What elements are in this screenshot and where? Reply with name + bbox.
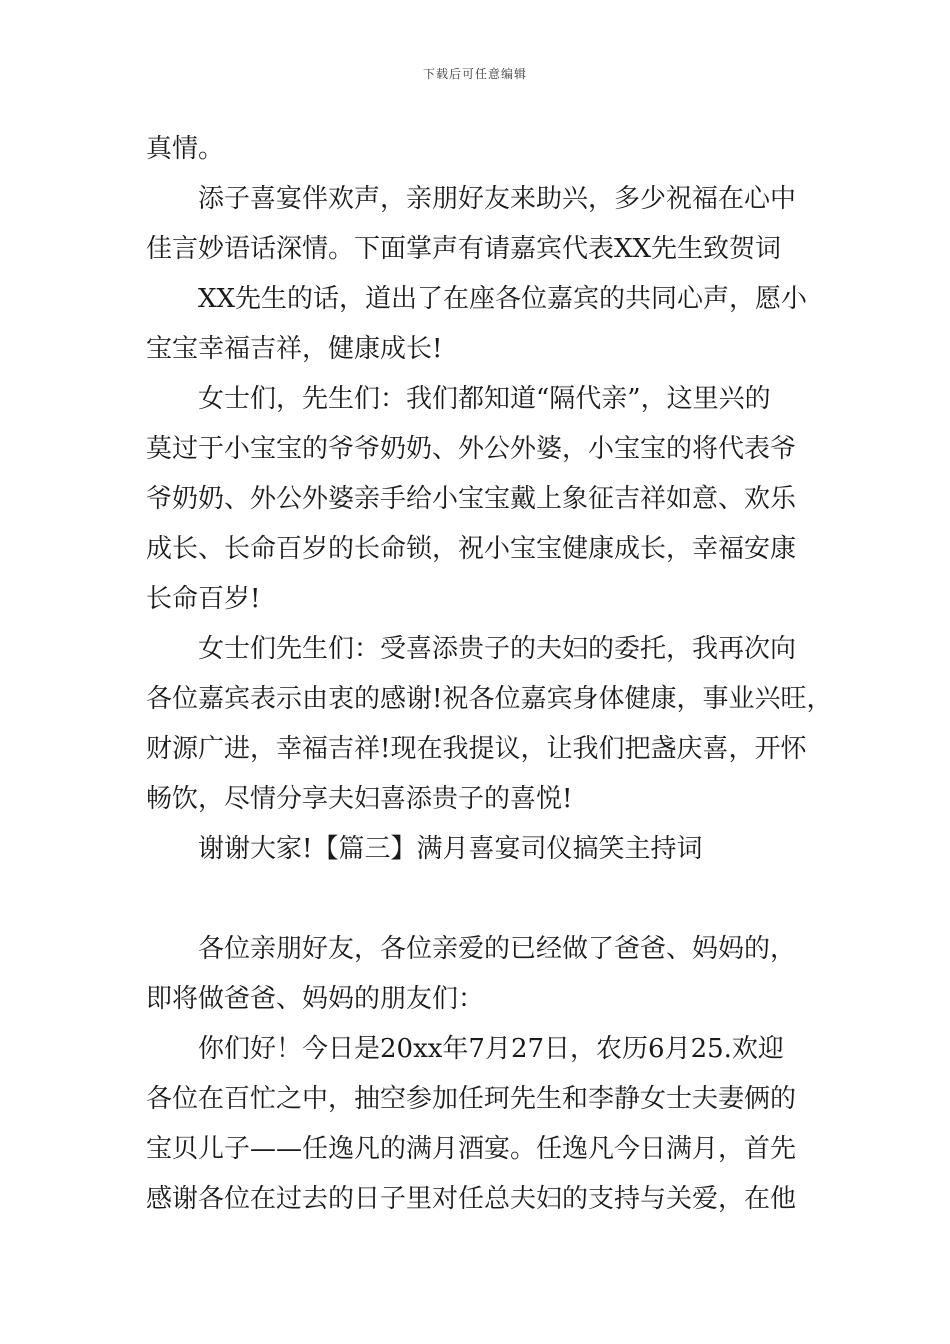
- text-line: 各位在百忙之中，抽空参加任珂先生和李静女士夫妻俩的: [146, 1084, 797, 1114]
- text-line: 财源广进，幸福吉祥!现在我提议，让我们把盏庆喜，开怀: [146, 734, 807, 764]
- text-line: XX先生的话，道出了在座各位嘉宾的共同心声，愿小: [198, 284, 808, 314]
- page-header: 下载后可任意编辑: [422, 67, 527, 81]
- text-line: 你们好！今日是20xx年7月27日，农历6月25.欢迎: [198, 1034, 784, 1064]
- text-line: 宝宝幸福吉祥，健康成长!: [146, 334, 443, 364]
- text-line: 添子喜宴伴欢声，亲朋好友来助兴，多少祝福在心中: [198, 184, 797, 214]
- text-line: 成长、长命百岁的长命锁，祝小宝宝健康成长，幸福安康: [146, 534, 797, 564]
- text-line: 爷奶奶、外公外婆亲手给小宝宝戴上象征吉祥如意、欢乐: [146, 484, 797, 514]
- text-line: 感谢各位在过去的日子里对任总夫妇的支持与关爱，在他: [146, 1184, 797, 1214]
- text-line: 女士们，先生们：我们都知道“隔代亲”，这里兴的: [198, 384, 771, 414]
- text-line: 长命百岁!: [146, 584, 261, 614]
- text-line: 各位亲朋好友，各位亲爱的已经做了爸爸、妈妈的，: [198, 934, 797, 964]
- text-line: 女士们先生们：受喜添贵子的夫妇的委托，我再次向: [198, 634, 797, 664]
- document-body: [146, 124, 836, 1224]
- text-line: 宝贝儿子——任逸凡的满月酒宴。任逸凡今日满月，首先: [146, 1134, 797, 1164]
- blank-line: [146, 874, 836, 924]
- text-line: 莫过于小宝宝的爷爷奶奶、外公外婆，小宝宝的将代表爷: [146, 434, 797, 464]
- text-line: 佳言妙语话深情。下面掌声有请嘉宾代表XX先生致贺词: [146, 234, 782, 264]
- text-line: 畅饮，尽情分享夫妇喜添贵子的喜悦!: [146, 784, 573, 814]
- text-line: 谢谢大家!【篇三】满月喜宴司仪搞笑主持词: [198, 834, 703, 864]
- text-line: 即将做爸爸、妈妈的朋友们：: [146, 984, 485, 1014]
- text-line: 各位嘉宾表示由衷的感谢!祝各位嘉宾身体健康，事业兴旺，: [146, 684, 833, 714]
- text-line: 真情。: [146, 134, 225, 164]
